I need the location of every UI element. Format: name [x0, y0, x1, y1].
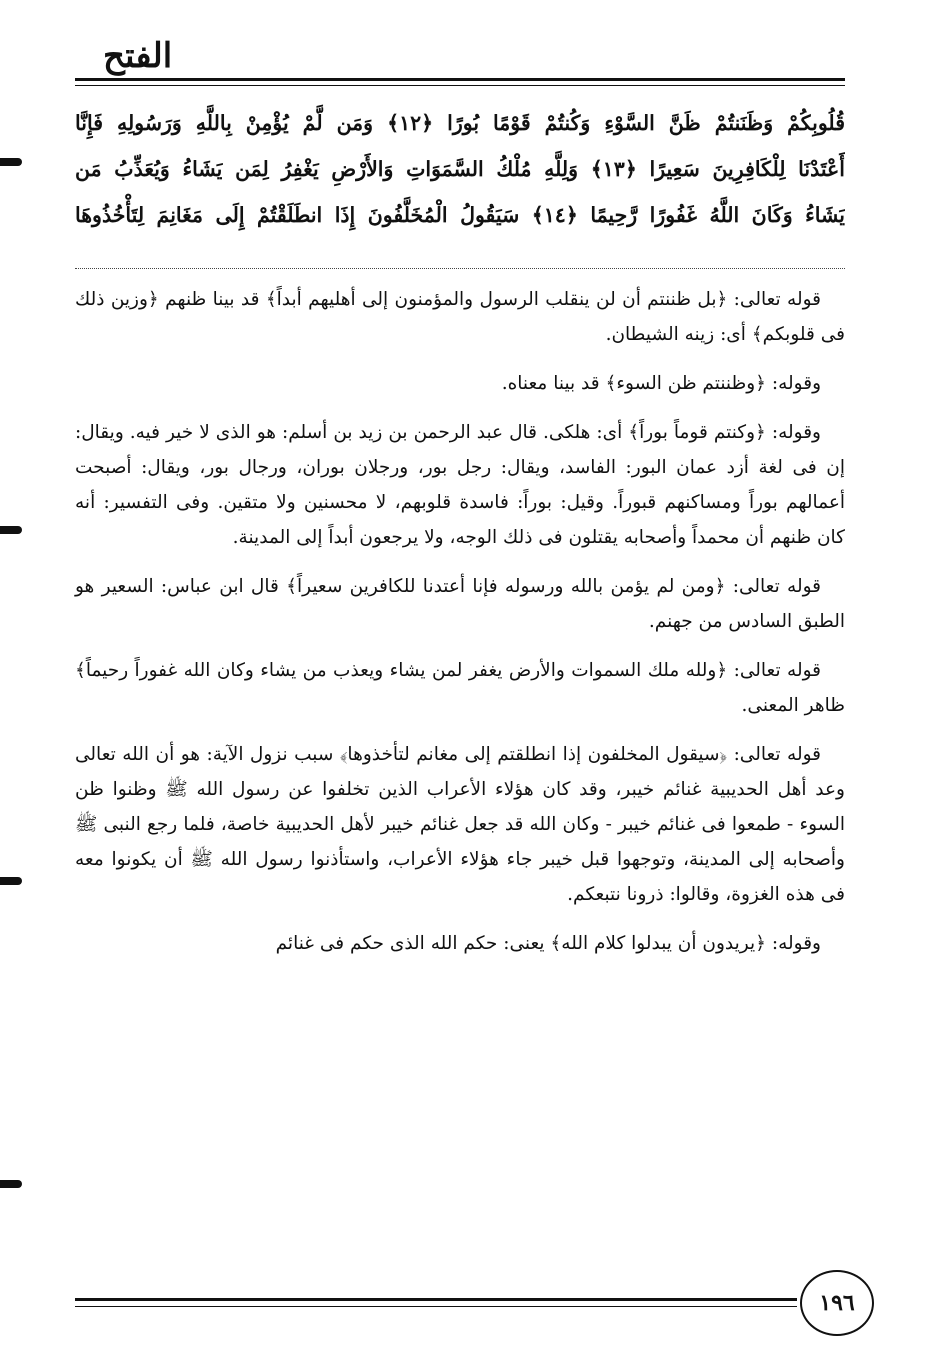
commentary — [75, 282, 845, 975]
margin-mark — [0, 158, 22, 166]
commentary-paragraph: وقوله: ﴿وكنتم قوماً بوراً﴾ أى: هلكى. قال عبد الرحمن بن زيد بن أسلم: هو الذى لا خير فيه. ويقال: إن فى لغة أزد عمان البور: الفاسد، ويقال: رجل بور، ورجلان بوران، ورجال بور، ويقال: أصبحت أعمالهم بوراً ومساكنهم قبوراً. وقيل: بوراً: فاسدة قلوبهم، لا محسنين ولا متقين. وفى التفسير: أنه كان ظنهم أن محمداً وأصحابه يقتلون فى ذلك الوجه، ولا يرجعون أبداً إلى المدينة. — [75, 422, 845, 548]
quran-line: أَعْتَدْنَا لِلْكَافِرِينَ سَعِيرًا ﴿١٣﴾ وَلِلَّهِ مُلْكُ السَّمَوَاتِ وَالأَرْضِ يَغْفِرُ لِمَن يَشَاءُ وَيُعَذِّبُ مَن — [75, 157, 845, 181]
header-rule-thick — [75, 78, 845, 81]
margin-mark — [0, 1180, 22, 1188]
margin-mark — [0, 877, 22, 885]
margin-mark — [0, 526, 22, 534]
page-number: ١٩٦ — [800, 1270, 874, 1336]
commentary-paragraph: وقوله: ﴿وظننتم ظن السوء﴾ قد بينا معناه. — [501, 373, 821, 394]
quran-line: قُلُوبِكُمْ وَظَنَنتُمْ ظَنَّ السَّوْءِ وَكُنتُمْ قَوْمًا بُورًا ﴿١٢﴾ وَمَن لَّمْ يُؤْمِنْ بِاللَّهِ وَرَسُولِهِ فَإِنَّا — [75, 111, 845, 135]
quran-verses — [75, 100, 845, 238]
commentary-paragraph: قوله تعالى: ﴿ومن لم يؤمن بالله ورسوله فإنا أعتدنا للكافرين سعيراً﴾ قال ابن عباس: السعير هو الطبق السادس من جهنم. — [75, 576, 845, 632]
footer-rule-thin — [75, 1306, 797, 1307]
commentary-paragraph: قوله تعالى: ﴿سيقول المخلفون إذا انطلقتم إلى مغانم لتأخذوها﴾ سبب نزول الآية: هو أن الله تعالى وعد أهل الحديبية غنائم خيبر، وقد كان هؤلاء الأعراب الذين تخلفوا عن رسول الله ﷺ وظنوا ظن السوء - طمعوا فى غنائم خيبر - وكان الله قد جعل غنائم خيبر لأهل الحديبية خاصة، فلما رجع النبى ﷺ وأصحابه إلى المدينة، وتوجهوا قبل خيبر جاء هؤلاء الأعراب، واستأذنوا رسول الله ﷺ أن يكونوا معه فى هذه الغزوة، وقالوا: ذرونا نتبعكم. — [75, 744, 845, 905]
surah-title: الفتح — [103, 36, 173, 76]
header-rule-thin — [75, 85, 845, 86]
section-divider — [75, 268, 845, 269]
quran-line: يَشَاءُ وَكَانَ اللَّهُ غَفُورًا رَّحِيمًا ﴿١٤﴾ سَيَقُولُ الْمُخَلَّفُونَ إِذَا انطَلَقْتُمْ إِلَى مَغَانِمَ لِتَأْخُذُوهَا — [75, 203, 845, 227]
commentary-paragraph: وقوله: ﴿يريدون أن يبدلوا كلام الله﴾ يعنى: حكم الله الذى حكم فى غنائم — [275, 933, 821, 954]
commentary-paragraph: قوله تعالى: ﴿بل ظننتم أن لن ينقلب الرسول والمؤمنون إلى أهليهم أبداً﴾ قد بينا ظنهم ﴿وزين ذلك فى قلوبكم﴾ أى: زينه الشيطان. — [75, 289, 845, 345]
commentary-paragraph: قوله تعالى: ﴿ولله ملك السموات والأرض يغفر لمن يشاء ويعذب من يشاء وكان الله غفوراً رحيماً﴾ ظاهر المعنى. — [75, 660, 845, 716]
footer-rule-thick — [75, 1298, 797, 1301]
